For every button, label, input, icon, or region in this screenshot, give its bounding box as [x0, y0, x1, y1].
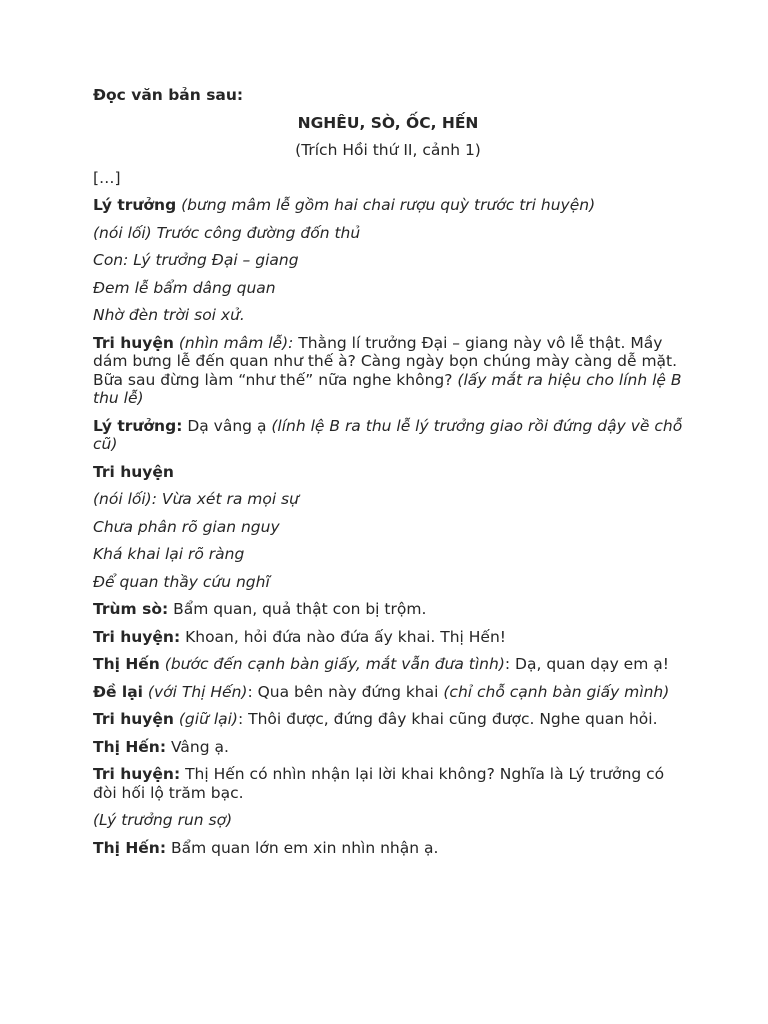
play-title: NGHÊU, SÒ, ỐC, HẾN	[297, 113, 479, 132]
dialogue-line	[93, 628, 683, 647]
stage-direction: (nhìn mâm lễ):	[173, 333, 294, 352]
dialogue-line	[93, 251, 683, 270]
intro-heading: Đọc văn bản sau:	[93, 86, 244, 104]
stage-direction: (Lý trưởng run sợ)	[93, 811, 233, 829]
dialogue-line	[93, 306, 683, 325]
speaker-name: Thị Hến	[93, 655, 160, 673]
speaker-name: Thị Hến:	[93, 737, 167, 756]
spoken-text: Bẩm quan, quả thật con bị trộm.	[168, 600, 427, 618]
dialogue-line	[93, 545, 683, 564]
stage-direction: (giữ lại)	[173, 710, 238, 728]
stage-direction: (bước đến cạnh bàn giấy, mắt vẫn đưa tình)	[159, 655, 505, 673]
spoken-text: : Dạ, quan dạy em ạ!	[504, 655, 669, 673]
spoken-text: Vâng ạ.	[166, 737, 229, 756]
dialogue-line	[93, 710, 683, 729]
spoken-text: Bẩm quan lớn em xin nhìn nhận ạ.	[166, 838, 439, 857]
dialogue-line	[93, 765, 683, 802]
spoken-text: Dạ vâng ạ	[182, 416, 272, 435]
spoken-text: : Thôi được, đứng đây khai cũng được. Nghe quan hỏi.	[237, 710, 658, 728]
stage-direction: (chỉ chỗ cạnh bàn giấy mình)	[443, 682, 670, 701]
stage-direction: Khá khai lại rõ ràng	[93, 545, 245, 563]
stage-direction: (bưng mâm lễ gồm hai chai rượu quỳ trước tri huyện)	[176, 196, 596, 214]
speaker-name: Lý trưởng	[93, 196, 177, 214]
stage-direction: Đem lễ bẩm dâng quan	[93, 278, 276, 297]
stage-direction: (với Thị Hến)	[142, 682, 248, 701]
dialogue-line	[93, 839, 683, 858]
stage-direction: (nói lối): Vừa xét ra mọi sự	[93, 490, 299, 508]
dialogue-line	[93, 490, 683, 509]
dialogue-line	[93, 224, 683, 243]
spoken-text: Thằng lí trưởng Đại – giang này vô lễ thật. Mầy dám bưng lễ đến quan như thế à? Càng ngày bọn chúng mày càng dễ mặt. Bữa sau đừng làm “như thế” nữa nghe không?	[93, 333, 678, 389]
dialogue-line	[93, 655, 683, 674]
speaker-name: Thị Hến:	[93, 838, 167, 857]
ellipsis-marker: […]	[93, 168, 121, 187]
stage-direction: Con: Lý trưởng Đại – giang	[93, 251, 299, 269]
stage-direction: (nói lối) Trước công đường đốn thủ	[93, 223, 361, 242]
dialogue-line	[93, 600, 683, 619]
stage-direction: (lấy mắt ra hiệu cho lính lệ B thu lễ)	[93, 370, 682, 407]
speaker-name: Đề lại	[93, 682, 143, 701]
speaker-name: Tri huyện	[93, 462, 174, 481]
dialogue-line	[93, 279, 683, 298]
document-page	[93, 86, 683, 866]
play-subtitle: (Trích Hồi thứ II, cảnh 1)	[295, 141, 481, 159]
dialogue-line	[93, 334, 683, 408]
speaker-name: Tri huyện	[93, 333, 174, 352]
stage-direction: Để quan thầy cứu nghĩ	[93, 572, 270, 591]
dialogue-line	[93, 518, 683, 537]
dialogue-line	[93, 417, 683, 454]
speaker-name: Lý trưởng:	[93, 416, 183, 435]
dialogue-line	[93, 683, 683, 702]
speaker-name: Tri huyện:	[93, 627, 181, 646]
dialogue-line	[93, 196, 683, 215]
stage-direction: (lính lệ B ra thu lễ lý trưởng giao rồi đứng dậy về chỗ cũ)	[93, 416, 683, 453]
dialogue-body	[93, 196, 683, 857]
dialogue-line	[93, 573, 683, 592]
spoken-text: Khoan, hỏi đứa nào đứa ấy khai. Thị Hến!	[180, 627, 506, 646]
spoken-text: Thị Hến có nhìn nhận lại lời khai không? Nghĩa là Lý trưởng có đòi hối lộ trăm bạc.	[93, 765, 665, 802]
stage-direction: Chưa phân rõ gian nguy	[93, 517, 280, 536]
speaker-name: Tri huyện:	[93, 765, 181, 783]
stage-direction: Nhờ đèn trời soi xử.	[93, 306, 245, 324]
speaker-name: Tri huyện	[93, 710, 174, 728]
spoken-text: : Qua bên này đứng khai	[247, 682, 444, 701]
speaker-name: Trùm sò:	[93, 600, 169, 618]
dialogue-line	[93, 738, 683, 757]
dialogue-line	[93, 811, 683, 830]
dialogue-line	[93, 463, 683, 482]
